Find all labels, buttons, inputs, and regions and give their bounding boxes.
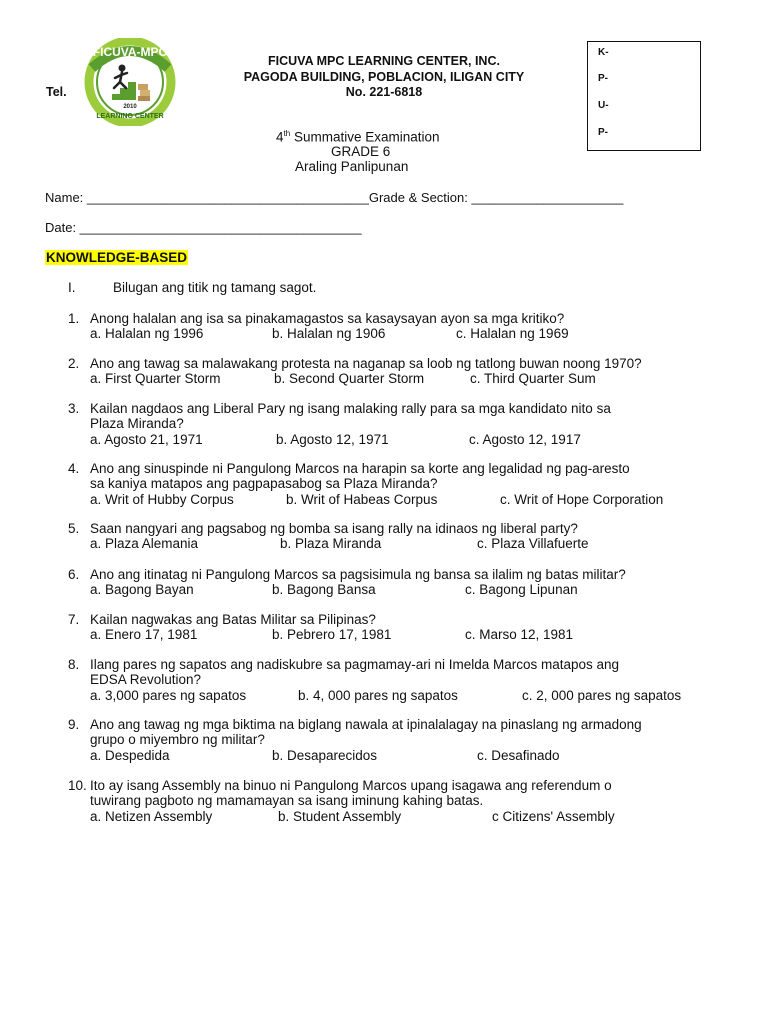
date-field[interactable]: Date: _______________________________________ (45, 220, 362, 235)
answer-option[interactable]: a. Netizen Assembly (90, 809, 213, 824)
answer-option[interactable]: b. Bagong Bansa (272, 582, 376, 597)
question-text-continued: sa kaniya matapos ang pagpapasabog sa Plaza Miranda? (90, 476, 438, 491)
answer-option[interactable]: a. Enero 17, 1981 (90, 627, 198, 642)
answer-option[interactable]: b. Plaza Miranda (280, 536, 382, 551)
question-text-continued: EDSA Revolution? (90, 672, 202, 687)
question-number: 2. (68, 356, 80, 371)
question-number: 6. (68, 567, 80, 582)
answer-option[interactable]: c. Bagong Lipunan (465, 582, 578, 597)
answer-option[interactable]: b. Second Quarter Storm (274, 371, 425, 386)
header-line-1: FICUVA MPC LEARNING CENTER, INC. (268, 54, 500, 68)
name-grade-field[interactable]: Name: _______________________________________Grade & Section: _____________________ (45, 190, 624, 205)
logo-year: 2010 (123, 104, 137, 110)
answer-option[interactable]: a. Agosto 21, 1971 (90, 432, 203, 447)
section-title (45, 250, 188, 265)
answer-option[interactable]: a. Despedida (90, 748, 170, 763)
answer-option[interactable]: b. Halalan ng 1906 (272, 326, 386, 341)
logo-top-text: FICUVA-MPC (92, 45, 168, 59)
question-text: Saan nangyari ang pagsabog ng bomba sa isang rally na idinaos ng liberal party? (90, 521, 578, 536)
answer-option[interactable]: a. Plaza Alemania (90, 536, 199, 551)
header-line-3: No. 221-6818 (345, 85, 423, 99)
section-title-text: KNOWLEDGE-BASED (46, 250, 187, 265)
question-number: 8. (68, 657, 80, 672)
question-text: Ano ang tawag ng mga biktima na biglang nawala at ipinalalagay na pinaslang ng armadong (90, 717, 642, 732)
answer-option[interactable]: a. Writ of Hubby Corpus (90, 492, 234, 507)
answer-option[interactable]: c Citizens' Assembly (492, 809, 615, 824)
answer-option[interactable]: c. Agosto 12, 1917 (469, 432, 581, 447)
answer-option[interactable]: b. 4, 000 pares ng sapatos (298, 688, 458, 703)
tel-label: Tel. (46, 85, 67, 99)
answer-option[interactable]: a. First Quarter Storm (90, 371, 221, 386)
answer-option[interactable]: c. 2, 000 pares ng sapatos (522, 688, 682, 703)
kpup-item: U- (598, 100, 609, 111)
kpup-item: P- (598, 127, 608, 138)
answer-option[interactable]: b. Pebrero 17, 1981 (272, 627, 392, 642)
exam-title (276, 129, 440, 145)
logo-bottom-text: LEARNING CENTER (96, 113, 164, 120)
kpup-item: K- (598, 47, 609, 58)
subject-label: Araling Panlipunan (295, 159, 409, 174)
question-text: Ito ay isang Assembly na binuo ni Pangulong Marcos upang isagawa ang referendum o (90, 778, 612, 793)
instruction-text: Bilugan ang titik ng tamang sagot. (113, 280, 317, 295)
instruction-number: I. (68, 280, 76, 295)
grade-label: GRADE 6 (331, 144, 391, 159)
question-number: 7. (68, 612, 80, 627)
school-logo (78, 38, 182, 126)
question-text-continued: Plaza Miranda? (90, 416, 184, 431)
question-text-continued: grupo o miyembro ng militar? (90, 732, 265, 747)
exam-title-text: Summative Examination (293, 129, 440, 145)
question-number: 1. (68, 311, 80, 326)
question-number: 4. (68, 461, 80, 476)
answer-option[interactable]: a. Bagong Bayan (90, 582, 194, 597)
question-text: Ano ang tawag sa malawakang protesta na naganap sa loob ng tatlong buwan noong 1970? (90, 356, 642, 371)
answer-option[interactable]: c. Plaza Villafuerte (477, 536, 589, 551)
kpup-box (587, 41, 701, 151)
question-text: Kailan nagdaos ang Liberal Pary ng isang malaking rally para sa mga kandidato nito sa (90, 401, 611, 416)
question-text: Ilang pares ng sapatos ang nadiskubre sa pagmamay-ari ni Imelda Marcos matapos ang (90, 657, 620, 672)
question-text-continued: tuwirang pagboto ng mamamayan sa isang iminung kahing batas. (90, 793, 484, 808)
question-number: 10. (68, 778, 87, 793)
answer-option[interactable]: c. Marso 12, 1981 (465, 627, 574, 642)
question-text: Ano ang itinatag ni Pangulong Marcos sa pagsisimula ng bansa sa ilalim ng batas militar? (90, 567, 626, 582)
kpup-item: P- (598, 73, 608, 84)
answer-option[interactable]: c. Halalan ng 1969 (456, 326, 569, 341)
question-number: 9. (68, 717, 80, 732)
answer-option[interactable]: a. 3,000 pares ng sapatos (90, 688, 247, 703)
question-number: 3. (68, 401, 80, 416)
answer-option[interactable]: a. Halalan ng 1996 (90, 326, 204, 341)
answer-option[interactable]: b. Writ of Habeas Corpus (286, 492, 438, 507)
question-number: 5. (68, 521, 80, 536)
answer-option[interactable]: b. Student Assembly (278, 809, 402, 824)
question-text: Anong halalan ang isa sa pinakamagastos sa kasaysayan ayon sa mga kritiko? (90, 311, 565, 326)
answer-option[interactable]: c. Writ of Hope Corporation (500, 492, 664, 507)
answer-option[interactable]: c. Third Quarter Sum (470, 371, 596, 386)
answer-option[interactable]: c. Desafinado (477, 748, 560, 763)
exam-ordinal: 4 (276, 129, 284, 145)
answer-option[interactable]: b. Agosto 12, 1971 (276, 432, 389, 447)
header-line-2: PAGODA BUILDING, POBLACION, ILIGAN CITY (243, 70, 525, 84)
exam-ordinal-suffix: th (283, 129, 291, 138)
answer-option[interactable]: b. Desaparecidos (272, 748, 378, 763)
question-text: Ano ang sinuspinde ni Pangulong Marcos na harapin sa korte ang legalidad ng pag-aresto (90, 461, 630, 476)
question-text: Kailan nagwakas ang Batas Militar sa Pilipinas? (90, 612, 376, 627)
